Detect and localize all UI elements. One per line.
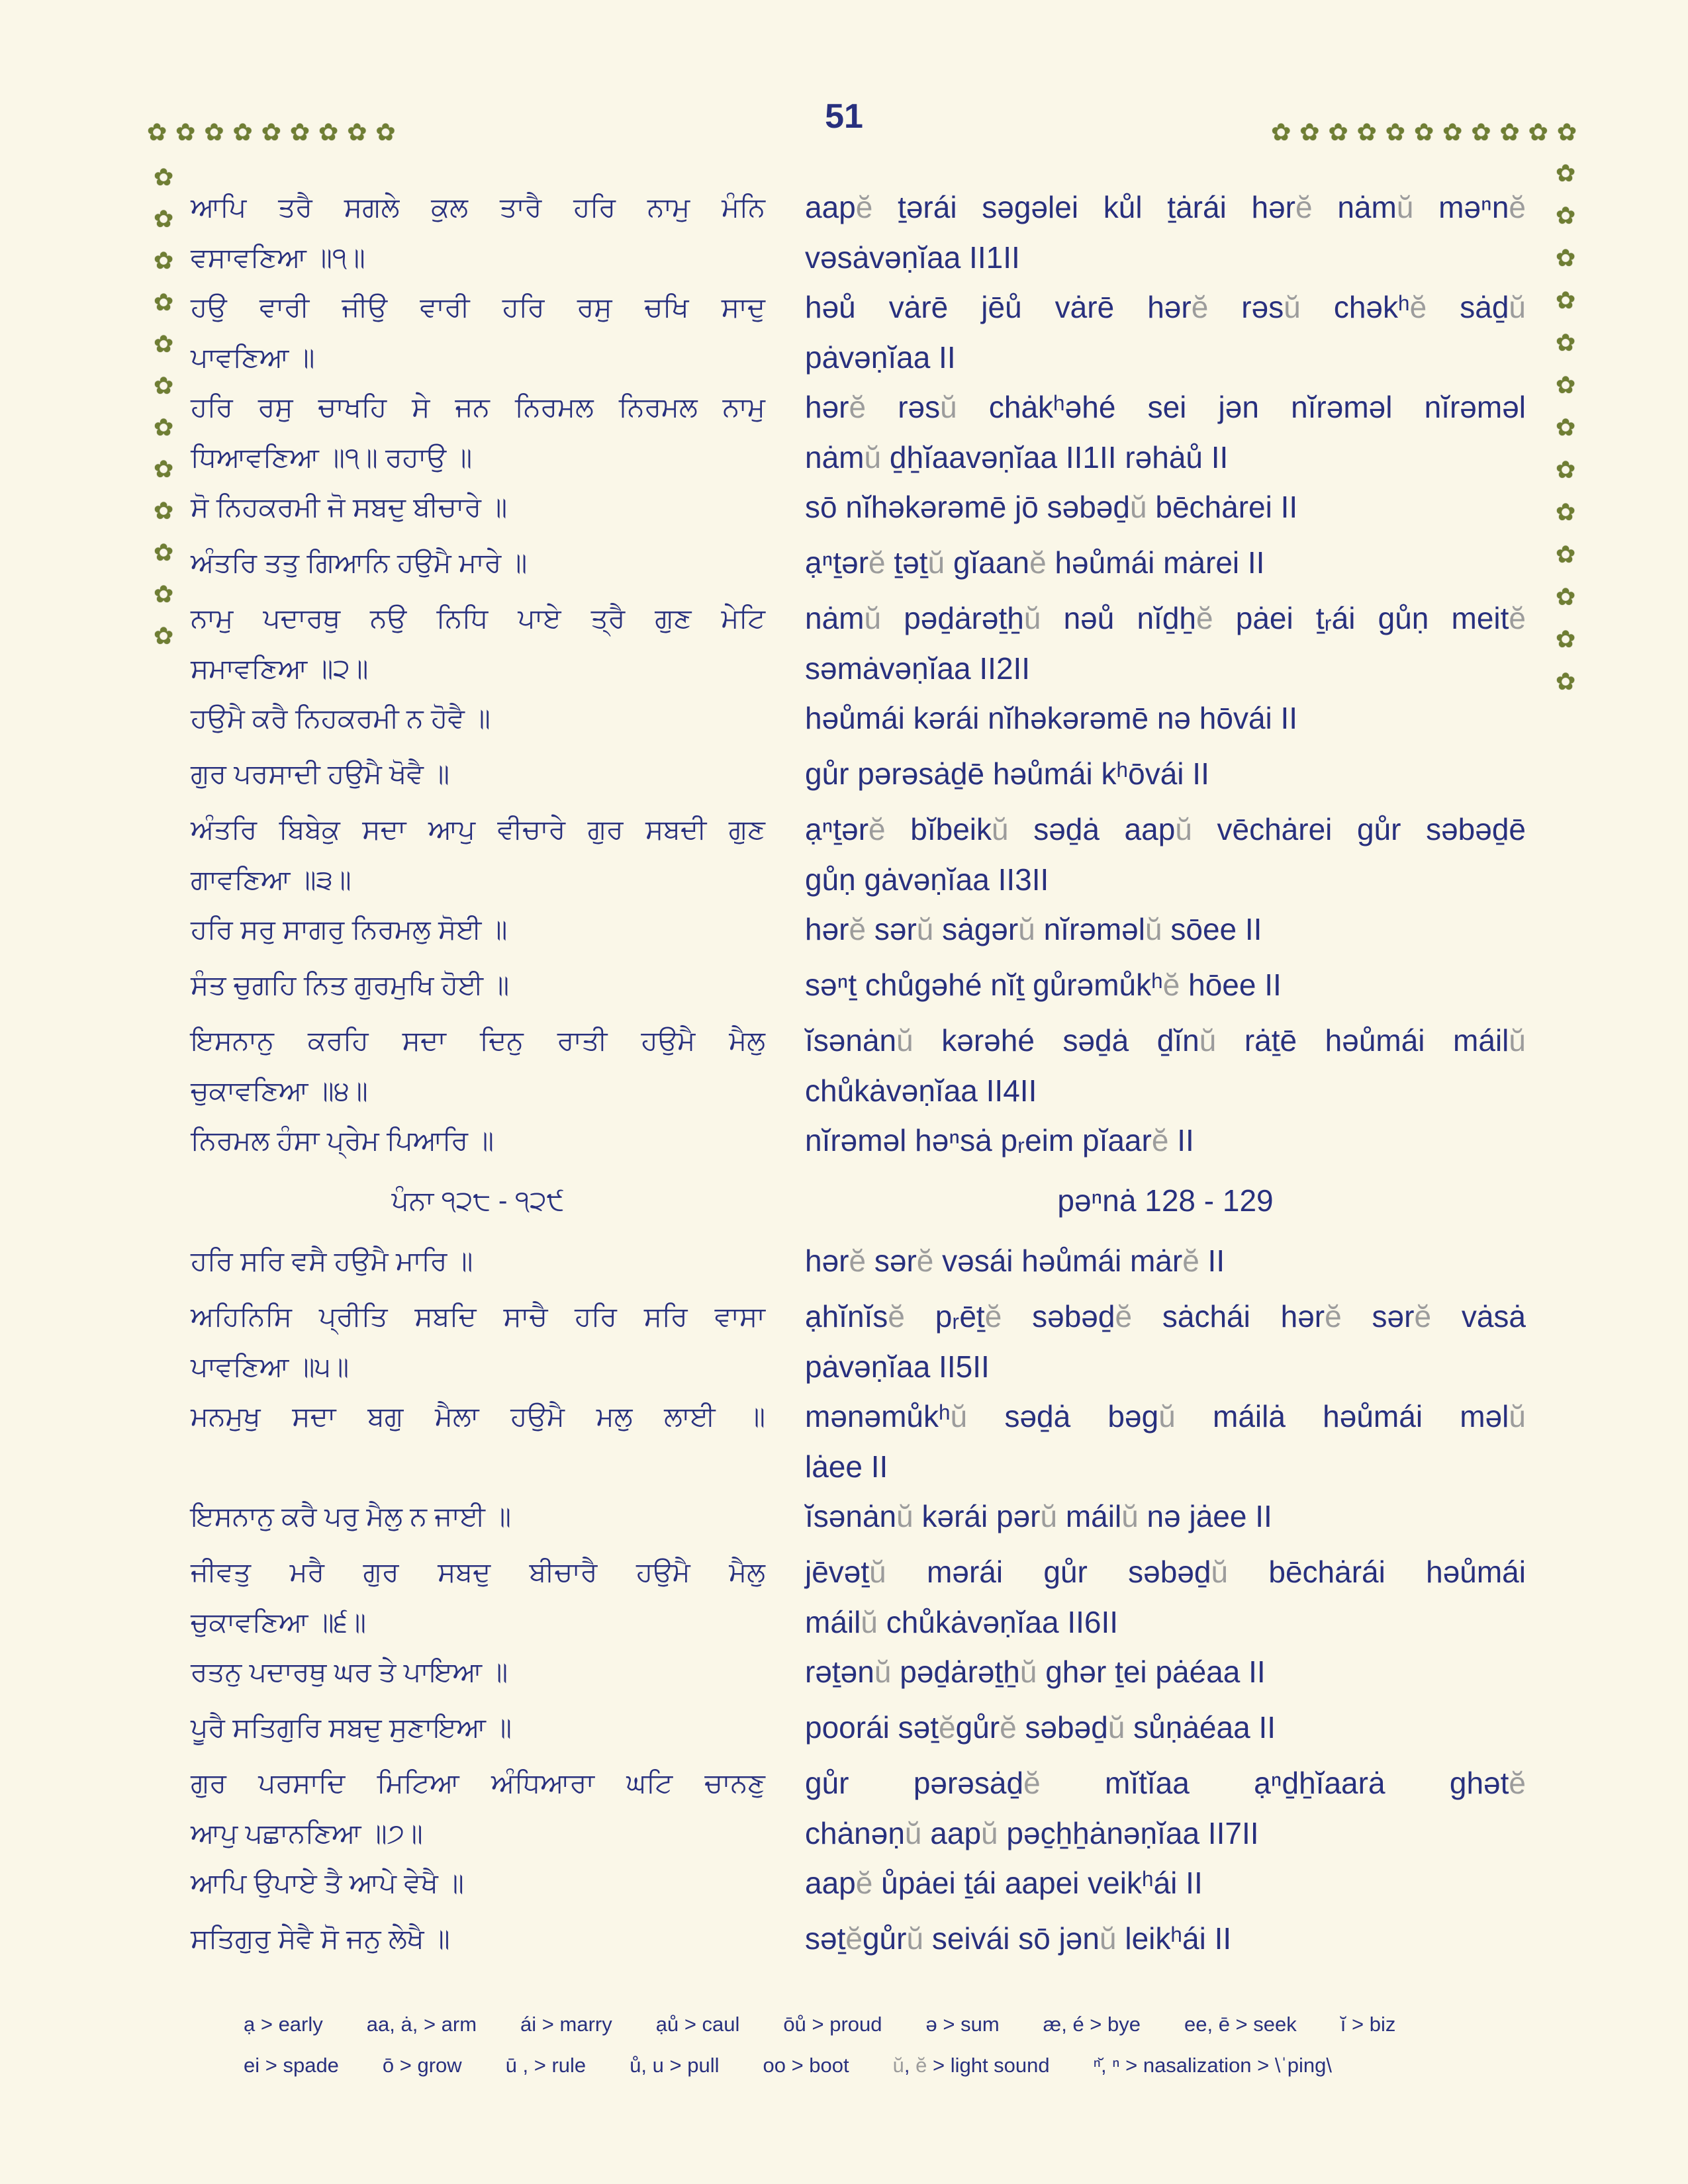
flower-icon: ✿ bbox=[154, 580, 174, 608]
transliteration-line: chůkȧvəṇĭaa II4II bbox=[805, 1073, 1037, 1108]
flower-icon: ✿ bbox=[1442, 118, 1463, 146]
flower-icon: ✿ bbox=[154, 330, 174, 357]
transliteration-line: pəⁿnȧ 128 - 129 bbox=[1057, 1183, 1274, 1218]
scripture-row bbox=[0, 535, 1688, 591]
scripture-row bbox=[0, 647, 1688, 691]
scripture-row bbox=[0, 1700, 1688, 1756]
gurmukhi-line: ਚੁਕਾਵਣਿਆ ॥੪॥ bbox=[191, 1075, 368, 1106]
scripture-row bbox=[0, 858, 1688, 902]
gurmukhi-line: ਸੋ ਨਿਹਕਰਮੀ ਜੋ ਸਬਦੁ ਬੀਚਾਰੇ ॥ bbox=[191, 492, 508, 523]
flower-icon: ✿ bbox=[154, 455, 174, 482]
gurmukhi-line: ਆਪੁ ਪਛਾਨਣਿਆ ॥੭॥ bbox=[191, 1817, 423, 1848]
flower-icon: ✿ bbox=[1385, 118, 1405, 146]
transliteration-line: pȧvəṇĭaa II bbox=[805, 340, 956, 375]
scripture-lines bbox=[0, 180, 1688, 1967]
scripture-row bbox=[0, 1069, 1688, 1113]
flower-icon: ✿ bbox=[1556, 118, 1577, 146]
pronunciation-entry: ạ > early bbox=[244, 2013, 323, 2036]
pronunciation-entry: ei > spade bbox=[244, 2054, 339, 2077]
gurmukhi-line: ਨਾਮੁ ਪਦਾਰਥੁ ਨਉ ਨਿਧਿ ਪਾਏ ਤ੍ਰੈ ਗੁਣ ਮੇਟਿ bbox=[191, 603, 765, 634]
pronunciation-key-row-1 bbox=[0, 2004, 1688, 2045]
gurmukhi-line: ਅੰਤਰਿ ਬਿਬੇਕੁ ਸਦਾ ਆਪੁ ਵੀਚਾਰੇ ਗੁਰ ਸਬਦੀ ਗੁਣ bbox=[191, 814, 765, 845]
gurmukhi-line: ਅਹਿਨਿਸਿ ਪ੍ਰੀਤਿ ਸਬਦਿ ਸਾਚੈ ਹਰਿ ਸਰਿ ਵਾਸਾ bbox=[191, 1301, 765, 1332]
gurmukhi-line: ਹਰਿ ਰਸੁ ਚਾਖਹਿ ਸੇ ਜਨ ਨਿਰਮਲ ਨਿਰਮਲ ਨਾਮੁ bbox=[191, 392, 765, 423]
transliteration-line: ĭsənȧnŭ kərəhé səḏȧ ḏĭnŭ rȧṯē həůmái máilŭ bbox=[805, 1023, 1526, 1058]
gurmukhi-line: ਹਉਮੈ ਕਰੈ ਨਿਹਕਰਮੀ ਨ ਹੋਵੈ ॥ bbox=[191, 703, 491, 734]
transliteration-line: chȧnəṇŭ aapŭ pəc̱ẖẖȧnəṇĭaa II7II bbox=[805, 1815, 1259, 1850]
scripture-row bbox=[0, 591, 1688, 647]
flower-icon: ✿ bbox=[1556, 244, 1576, 271]
scripture-row bbox=[0, 435, 1688, 483]
transliteration-line: vəsȧvəṇĭaa II1II bbox=[805, 240, 1020, 275]
scripture-row bbox=[0, 902, 1688, 958]
pronunciation-entry: ə > sum bbox=[925, 2013, 1000, 2036]
flower-icon: ✿ bbox=[204, 118, 224, 146]
pronunciation-entry: ū , > rule bbox=[505, 2054, 586, 2077]
scripture-row bbox=[0, 1645, 1688, 1700]
ornament-row-top-left bbox=[147, 120, 396, 144]
flower-icon: ✿ bbox=[1271, 118, 1291, 146]
gurmukhi-line: ਸੰਤ ਚੁਗਹਿ ਨਿਤ ਗੁਰਮੁਖਿ ਹੋਈ ॥ bbox=[191, 970, 510, 1001]
transliteration-line: gůr pərəsȧḏĕ mĭtĭaa ạⁿḏẖĭaarȧ ghətĕ bbox=[805, 1766, 1526, 1801]
flower-icon: ✿ bbox=[1556, 414, 1576, 441]
pronunciation-entry: oo > boot bbox=[763, 2054, 849, 2077]
gurmukhi-line: ਧਿਆਵਣਿਆ ॥੧॥ ਰਹਾਉ ॥ bbox=[191, 441, 473, 473]
scripture-row bbox=[0, 1345, 1688, 1389]
scripture-row bbox=[0, 336, 1688, 380]
gurmukhi-line: ਹਰਿ ਸਰਿ ਵਸੈ ਹਉਮੈ ਮਾਰਿ ॥ bbox=[191, 1246, 473, 1277]
flower-icon: ✿ bbox=[1556, 498, 1576, 525]
gurmukhi-line: ਅੰਤਰਿ ਤਤੁ ਗਿਆਨਿ ਹਉਮੈ ਮਾਰੇ ॥ bbox=[191, 547, 528, 578]
gurmukhi-line: ਹਉ ਵਾਰੀ ਜੀਉ ਵਾਰੀ ਹਰਿ ਰਸੁ ਚਖਿ ਸਾਦੁ bbox=[191, 292, 765, 323]
pronunciation-entry: ů, u > pull bbox=[630, 2054, 720, 2077]
pronunciation-entry: æ, é > bye bbox=[1043, 2013, 1141, 2036]
gurmukhi-line: ਜੀਵਤੁ ਮਰੈ ਗੁਰ ਸਬਦੁ ਬੀਚਾਰੈ ਹਉਮੈ ਮੈਲੁ bbox=[191, 1557, 765, 1588]
transliteration-line: ĭsənȧnŭ kərái pərŭ máilŭ nə jȧee II bbox=[805, 1499, 1272, 1534]
scripture-row bbox=[0, 380, 1688, 435]
flower-icon: ✿ bbox=[1556, 668, 1576, 695]
flower-icon: ✿ bbox=[1299, 118, 1320, 146]
transliteration-line: gůr pərəsȧḏē həůmái kʰōvái II bbox=[805, 756, 1209, 792]
transliteration-line: həůmái kərái nĭhəkərəmē nə hōvái II bbox=[805, 701, 1298, 736]
scripture-row bbox=[0, 958, 1688, 1013]
flower-icon: ✿ bbox=[1556, 456, 1576, 483]
gurmukhi-line: ਗਾਵਣਿਆ ॥੩॥ bbox=[191, 864, 352, 895]
transliteration-line: gůṇ gȧvəṇĭaa II3II bbox=[805, 862, 1049, 897]
scripture-row bbox=[0, 236, 1688, 280]
flower-icon: ✿ bbox=[154, 622, 174, 649]
pronunciation-entry: ạů > caul bbox=[655, 2013, 740, 2036]
pronunciation-entry: ee, ē > seek bbox=[1184, 2013, 1297, 2036]
transliteration-line: rəṯənŭ pəḏȧrəṯẖŭ ghər ṯei pȧéaa II bbox=[805, 1655, 1266, 1690]
flower-icon: ✿ bbox=[154, 497, 174, 524]
transliteration-line: ạⁿṯərĕ ṯəṯŭ gĭaanĕ həůmái mȧrei II bbox=[805, 545, 1265, 580]
scripture-row bbox=[0, 1445, 1688, 1489]
gurmukhi-line: ਹਰਿ ਸਰੁ ਸਾਗਰੁ ਨਿਰਮਲੁ ਸੋਈ ॥ bbox=[191, 914, 508, 945]
transliteration-line: səṯĕgůrŭ seivái sō jənŭ leikʰái II bbox=[805, 1921, 1232, 1956]
gurmukhi-line: ਆਪਿ ਤਰੈ ਸਗਲੇ ਕੁਲ ਤਾਰੈ ਹਰਿ ਨਾਮੁ ਮੰਨਿ bbox=[191, 192, 765, 223]
flower-icon: ✿ bbox=[261, 118, 281, 146]
scripture-row bbox=[0, 1545, 1688, 1600]
transliteration-line: máilŭ chůkȧvəṇĭaa II6II bbox=[805, 1604, 1119, 1639]
flower-icon: ✿ bbox=[154, 205, 174, 232]
pronunciation-entry: ⁿ̆, ⁿ > nasalization > \ˈping\ bbox=[1093, 2054, 1333, 2077]
flower-icon: ✿ bbox=[1556, 583, 1576, 610]
flower-icon: ✿ bbox=[175, 118, 196, 146]
pronunciation-entry: ōů > proud bbox=[783, 2013, 882, 2036]
transliteration-line: poorái səṯĕgůrĕ səbəḏŭ sůṇȧéaa II bbox=[805, 1710, 1276, 1745]
pronunciation-entry: aa, ȧ, > arm bbox=[366, 2013, 477, 2036]
transliteration-line: həů vȧrē jēů vȧrē hərĕ rəsŭ chəkʰĕ sȧḏŭ bbox=[805, 290, 1526, 325]
scripture-row bbox=[0, 1600, 1688, 1645]
flower-icon: ✿ bbox=[289, 118, 310, 146]
transliteration-line: jēvəṯŭ mərái gůr səbəḏŭ bēchȧrái həůmái bbox=[805, 1555, 1526, 1590]
scripture-row bbox=[0, 1013, 1688, 1069]
gurmukhi-line: ਨਿਰਮਲ ਹੰਸਾ ਪ੍ਰੇਮ ਪਿਆਰਿ ॥ bbox=[191, 1125, 494, 1156]
gurmukhi-line: ਆਪਿ ਉਪਾਏ ਤੈ ਆਪੇ ਵੇਖੈ ॥ bbox=[191, 1868, 464, 1899]
scripture-row bbox=[0, 1113, 1688, 1169]
flower-icon: ✿ bbox=[154, 289, 174, 316]
pronunciation-entry: ĭ > biz bbox=[1340, 2013, 1396, 2036]
flower-icon: ✿ bbox=[375, 118, 396, 146]
transliteration-line: aapĕ ůpȧei ṯái aapei veikʰái II bbox=[805, 1866, 1203, 1901]
gurmukhi-line: ਵਸਾਵਣਿਆ ॥੧॥ bbox=[191, 242, 365, 273]
transliteration-line: hərĕ rəsŭ chȧkʰəhé sei jən nĭrəməl nĭrəməl bbox=[805, 390, 1526, 425]
scripture-row bbox=[0, 691, 1688, 747]
flower-icon: ✿ bbox=[1328, 118, 1348, 146]
gurmukhi-line: ਗੁਰ ਪਰਸਾਦਿ ਮਿਟਿਆ ਅੰਧਿਆਰਾ ਘਟਿ ਚਾਨਣੁ bbox=[191, 1768, 765, 1799]
flower-icon: ✿ bbox=[154, 247, 174, 274]
transliteration-line: ạhĭnĭsĕ pᵣēṯĕ səbəḏĕ sȧchái hərĕ sərĕ vȧsȧ bbox=[805, 1299, 1526, 1334]
scripture-row bbox=[0, 747, 1688, 802]
pronunciation-entry: ŭ, ĕ > light sound bbox=[892, 2054, 1050, 2077]
flower-icon: ✿ bbox=[154, 414, 174, 441]
gurmukhi-line: ਪੰਨਾ ੧੨੮ - ੧੨੯ bbox=[391, 1185, 565, 1216]
scripture-row bbox=[0, 1756, 1688, 1811]
scripture-row bbox=[0, 480, 1688, 535]
page-marker-row bbox=[0, 1169, 1688, 1234]
gurmukhi-line: ਮਨਮੁਖੁ ਸਦਾ ਬਗੁ ਮੈਲਾ ਹਉਮੈ ਮਲੁ ਲਾਈ ॥ bbox=[191, 1401, 765, 1432]
flower-icon: ✿ bbox=[1556, 159, 1576, 187]
flower-icon: ✿ bbox=[1556, 287, 1576, 314]
flower-icon: ✿ bbox=[154, 163, 174, 191]
gurmukhi-line: ਸਮਾਵਣਿਆ ॥੨॥ bbox=[191, 653, 369, 684]
gurmukhi-line: ਇਸਨਾਨੁ ਕਰੈ ਪਰੁ ਮੈਲੁ ਨ ਜਾਈ ॥ bbox=[191, 1501, 512, 1532]
flower-icon: ✿ bbox=[1413, 118, 1434, 146]
scripture-row bbox=[0, 280, 1688, 336]
flower-icon: ✿ bbox=[1556, 625, 1576, 653]
transliteration-line: nĭrəməl həⁿsȧ pᵣeim pĭaarĕ II bbox=[805, 1123, 1194, 1158]
scripture-row bbox=[0, 180, 1688, 236]
transliteration-line: ạⁿṯərĕ bĭbeikŭ səḏȧ aapŭ vēchȧrei gůr səbəḏē bbox=[805, 812, 1526, 847]
scripture-row bbox=[0, 802, 1688, 858]
gurmukhi-line: ਸਤਿਗੁਰੁ ਸੇਵੈ ਸੋ ਜਨੁ ਲੇਖੈ ॥ bbox=[191, 1923, 450, 1954]
flower-icon: ✿ bbox=[1471, 118, 1491, 146]
transliteration-line: mənəmůkʰŭ səḏȧ bəgŭ máilȧ həůmái məlŭ bbox=[805, 1399, 1526, 1434]
transliteration-line: aapĕ ṯərái səgəlei kůl ṯȧrái hərĕ nȧmŭ məⁿnĕ bbox=[805, 190, 1526, 225]
gurmukhi-line: ਪਾਵਣਿਆ ॥ bbox=[191, 341, 315, 373]
transliteration-line: pȧvəṇĭaa II5II bbox=[805, 1349, 990, 1384]
pronunciation-key-row-2 bbox=[0, 2045, 1688, 2086]
transliteration-line: sō nĭhəkərəmē jō səbəḏŭ bēchȧrei II bbox=[805, 490, 1298, 525]
page-number: 51 bbox=[825, 97, 863, 136]
gurmukhi-line: ਗੁਰ ਪਰਸਾਦੀ ਹਉਮੈ ਖੋਵੈ ॥ bbox=[191, 758, 449, 790]
flower-icon: ✿ bbox=[347, 118, 367, 146]
flower-icon: ✿ bbox=[1556, 541, 1576, 568]
scripture-row bbox=[0, 1911, 1688, 1967]
flower-icon: ✿ bbox=[318, 118, 339, 146]
transliteration-line: lȧee II bbox=[805, 1449, 888, 1484]
pronunciation-key bbox=[0, 2004, 1688, 2086]
scripture-row bbox=[0, 1389, 1688, 1445]
scripture-row bbox=[0, 1811, 1688, 1856]
gurmukhi-line: ਰਤਨੁ ਪਦਾਰਥੁ ਘਰ ਤੇ ਪਾਇਆ ॥ bbox=[191, 1657, 508, 1688]
flower-icon: ✿ bbox=[1356, 118, 1377, 146]
flower-icon: ✿ bbox=[232, 118, 253, 146]
flower-icon: ✿ bbox=[154, 372, 174, 399]
flower-icon: ✿ bbox=[1556, 371, 1576, 398]
gurmukhi-line: ਚੁਕਾਵਣਿਆ ॥੬॥ bbox=[191, 1606, 367, 1637]
transliteration-line: səmȧvəṇĭaa II2II bbox=[805, 651, 1031, 686]
flower-icon: ✿ bbox=[1528, 118, 1548, 146]
transliteration-line: nȧmŭ pəḏȧrəṯẖŭ nəů nĭḏẖĕ pȧei ṯᵣái gůṇ meitĕ bbox=[805, 601, 1526, 636]
pronunciation-entry: ō > grow bbox=[382, 2054, 462, 2077]
flower-icon: ✿ bbox=[147, 118, 167, 146]
scripture-row bbox=[0, 1489, 1688, 1545]
flower-icon: ✿ bbox=[1556, 329, 1576, 356]
transliteration-line: nȧmŭ ḏẖĭaavəṇĭaa II1II rəhȧů II bbox=[805, 439, 1229, 475]
gurmukhi-line: ਪਾਵਣਿਆ ॥੫॥ bbox=[191, 1351, 350, 1382]
ornament-row-top-right bbox=[1271, 120, 1577, 144]
scripture-row bbox=[0, 1289, 1688, 1345]
transliteration-line: hərĕ sərĕ vəsái həůmái mȧrĕ II bbox=[805, 1244, 1225, 1279]
transliteration-line: səⁿṯ chůgəhé nĭṯ gůrəmůkʰĕ hōee II bbox=[805, 968, 1282, 1003]
flower-icon: ✿ bbox=[1556, 202, 1576, 229]
scripture-row bbox=[0, 1234, 1688, 1289]
pronunciation-entry: ái > marry bbox=[520, 2013, 612, 2036]
scripture-row bbox=[0, 1856, 1688, 1911]
gurmukhi-line: ਪੂਰੈ ਸਤਿਗੁਰਿ ਸਬਦੁ ਸੁਣਾਇਆ ॥ bbox=[191, 1712, 512, 1743]
gurmukhi-line: ਇਸਨਾਨੁ ਕਰਹਿ ਸਦਾ ਦਿਨੁ ਰਾਤੀ ਹਉਮੈ ਮੈਲੁ bbox=[191, 1025, 765, 1056]
flower-icon: ✿ bbox=[1499, 118, 1520, 146]
transliteration-line: hərĕ sərŭ sȧgərŭ nĭrəməlŭ sōee II bbox=[805, 912, 1262, 947]
flower-icon: ✿ bbox=[154, 539, 174, 566]
